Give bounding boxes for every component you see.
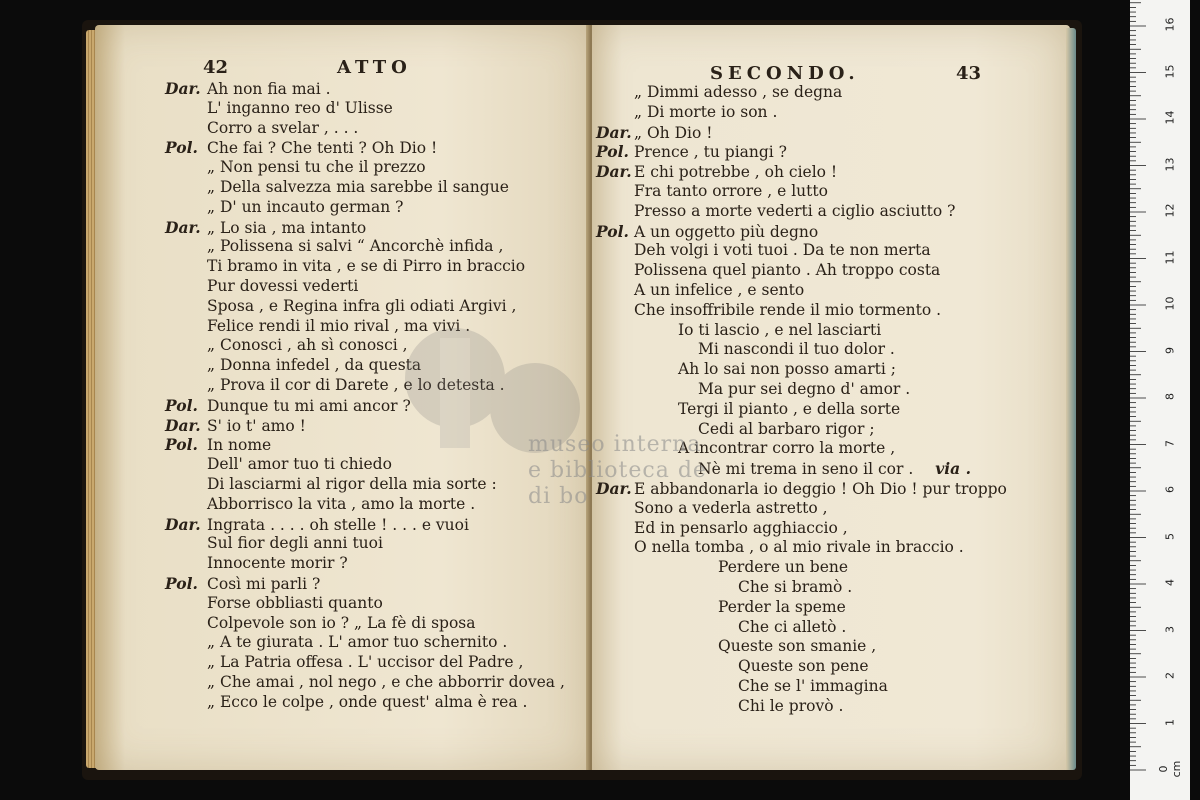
text-line [165,396,565,416]
ruler-number: 16 [1163,17,1177,32]
verse-text: „ A te giurata . L' amor tuo schernito . [207,633,508,652]
verse-text: Sposa , e Regina infra gli odiati Argivi , [207,296,517,315]
text-line [165,336,565,356]
verse-text: „ Ecco le colpe , onde quest' alma è rea . [207,692,528,711]
text-line [165,653,565,673]
verse-text: „ Non pensi tu che il prezzo [207,158,426,177]
verse-text: Ah lo sai non posso amarti ; [678,360,896,379]
text-line [165,257,565,277]
text-line [596,83,1007,103]
text-line [165,534,565,554]
text-line [596,321,1007,341]
verse-text: S' io t' amo ! [207,416,306,435]
text-line [596,261,1007,281]
verse-text: Così mi parli ? [207,574,321,593]
verse-text: Queste son pene [738,657,869,676]
verse-text: Sono a vederla astretto , [634,498,828,517]
text-line [165,594,565,614]
text-line [596,281,1007,301]
ruler-number: 11 [1163,250,1177,264]
text-line [596,578,1007,598]
verse-text: „ La Patria offesa . L' uccisor del Padre , [207,653,524,672]
text-line [165,515,565,535]
verse-text: Perder la speme [718,597,846,616]
speaker-label: Dar. [165,217,201,237]
verse-text: Ingrata . . . . oh stelle ! . . . e vuoi [207,515,469,534]
right-page-text [596,83,1007,717]
text-line [596,241,1007,261]
verse-text: A un oggetto più degno [634,222,819,241]
watermark-text-line2: e biblioteca de [528,458,707,483]
verse-text: L' inganno reo d' Ulisse [207,98,393,117]
verse-text: „ Conosci , ah sì conosci , [207,336,408,355]
verse-text: Queste son smanie , [718,637,877,656]
verse-text: Fra tanto orrore , e lutto [634,181,828,200]
verse-text: Innocente morir ? [207,554,348,573]
ruler-number: 5 [1163,532,1177,540]
verse-text: Che se l' immagina [738,676,888,695]
verse-text: Deh volgi i voti tuoi . Da te non merta [634,241,931,260]
left-page-header: ATTO [337,57,412,78]
verse-text: Forse obbliasti quanto [207,593,383,612]
text-line [596,657,1007,677]
speaker-label: Pol. [596,221,629,241]
speaker-label: Dar. [596,478,632,498]
text-line [596,598,1007,618]
verse-text: „ Polissena si salvi “ Ancorchè infida , [207,237,504,256]
text-line [596,340,1007,360]
left-page-text [165,79,565,713]
verse-text: „ Oh Dio ! [634,123,713,142]
text-line [596,182,1007,202]
left-page [95,25,590,770]
verse-text: Di lasciarmi al rigor della mia sorte : [207,474,497,493]
watermark-text-line1: museo interna [528,432,702,457]
verse-text: Nè mi trema in seno il cor . [698,460,914,479]
ruler-number: 4 [1163,579,1177,586]
right-page [592,25,1070,770]
speaker-label: Pol. [165,573,198,593]
text-line [165,495,565,515]
text-line [165,435,565,455]
text-line [596,360,1007,380]
verse-text: Mi nascondi il tuo dolor . [698,340,895,359]
text-line [165,376,565,396]
text-line [165,574,565,594]
verse-text: Colpevole son io ? „ La fè di sposa [207,613,476,632]
verse-text: Ti bramo in vita , e se di Pirro in braccio [207,257,526,276]
verse-text: E abbandonarla io deggio ! Oh Dio ! pur troppo [634,479,1007,498]
verse-text: In nome [207,436,272,455]
text-line [165,614,565,634]
verse-text: Dell' amor tuo ti chiedo [207,455,392,474]
verse-text: Felice rendi il mio rival , ma vivi . [207,316,471,335]
left-page-number: 42 [203,57,229,78]
text-line [596,380,1007,400]
text-line [165,475,565,495]
verse-text: „ Di morte io son . [634,102,778,121]
verse-text: Che ci alletò . [738,617,847,636]
speaker-label: Dar. [165,415,201,435]
verse-text: „ Donna infedel , da questa [207,356,422,375]
speaker-label: Dar. [596,122,632,142]
speaker-label: Dar. [165,79,201,98]
verse-text: „ Della salvezza mia sarebbe il sangue [207,177,509,196]
verse-text: Presso a morte vederti a ciglio asciutto ? [634,201,956,220]
right-page-number: 43 [956,63,982,84]
stage-direction: via . [935,459,972,479]
text-line [165,178,565,198]
measurement-ruler [1130,0,1190,800]
text-line [165,693,565,713]
verse-text: Ed in pensarlo agghiaccio , [634,518,848,537]
text-line [596,202,1007,222]
verse-text: O nella tomba , o al mio rivale in braccio . [634,538,964,557]
verse-text: Ma pur sei degno d' amor . [698,379,911,398]
verse-text: Polissena quel pianto . Ah troppo costa [634,261,941,280]
text-line [165,277,565,297]
ruler-number: 6 [1163,486,1177,493]
text-line [165,317,565,337]
ruler-ticks [1130,0,1190,800]
verse-text: „ Lo sia , ma intanto [207,218,367,237]
verse-text: Corro a svelar , . . . [207,118,359,137]
text-line [165,416,565,436]
text-line [596,301,1007,321]
speaker-label: Dar. [165,514,201,534]
page-edges-right [1066,28,1076,770]
verse-text: Sul fior degli anni tuoi [207,534,383,553]
verse-text: E chi potrebbe , oh cielo ! [634,163,838,182]
text-line [165,237,565,257]
ruler-number: 2 [1163,672,1177,679]
text-line [596,400,1007,420]
verse-text: Io ti lascio , e nel lasciarti [678,320,882,339]
ruler-number: 9 [1163,346,1177,354]
speaker-label: Pol. [165,138,198,158]
text-line [596,618,1007,638]
text-line [165,455,565,475]
verse-text: A incontrar corro la morte , [678,439,896,458]
text-line [165,138,565,158]
text-line [165,554,565,574]
text-line [165,218,565,238]
ruler-number: 8 [1163,393,1177,400]
verse-text: „ Dimmi adesso , se degna [634,83,843,101]
ruler-number: 7 [1163,439,1177,447]
verse-text: Che si bramò . [738,577,853,596]
text-line [596,499,1007,519]
verse-text: Chi le provò . [738,696,844,715]
ruler-number: 13 [1163,157,1177,171]
verse-text: Cedi al barbaro rigor ; [698,419,875,438]
speaker-label: Pol. [165,395,198,415]
ruler-number: 12 [1163,203,1177,218]
verse-text: A un infelice , e sento [634,280,805,299]
verse-text: Tergi il pianto , e della sorte [678,399,901,418]
speaker-label: Dar. [596,162,632,182]
text-line [165,79,565,99]
text-line [596,519,1007,539]
verse-text: „ D' un incauto german ? [207,197,404,216]
verse-text: Che fai ? Che tenti ? Oh Dio ! [207,139,438,158]
text-line [596,142,1007,162]
text-line [165,99,565,119]
ruler-number: 1 [1163,718,1177,726]
verse-text: Che insoffribile rende il mio tormento . [634,300,942,319]
text-line [596,222,1007,242]
text-line [596,558,1007,578]
verse-text: Abborrisco la vita , amo la morte . [207,494,476,513]
speaker-label: Pol. [596,142,629,162]
text-line [596,637,1007,657]
text-line [596,677,1007,697]
ruler-number: 15 [1163,64,1177,78]
text-line [165,297,565,317]
text-line [165,198,565,218]
verse-text: Perdere un bene [718,558,849,577]
text-line [165,158,565,178]
ruler-number: 10 [1163,296,1177,311]
text-line [596,162,1007,182]
ruler-number: 3 [1163,625,1177,633]
text-line [165,673,565,693]
right-page-header: SECONDO. [710,63,860,84]
verse-text: Ah non fia mai . [207,80,331,98]
watermark-text-line3: di bo [528,484,589,509]
text-line [596,697,1007,717]
verse-text: Pur dovessi vederti [207,276,359,295]
text-line [165,633,565,653]
speaker-label: Pol. [165,435,198,455]
text-line [165,119,565,139]
verse-text: „ Che amai , nol nego , e che abborrir dovea , [207,672,565,691]
ruler-number: 14 [1163,110,1177,125]
text-line [596,538,1007,558]
verse-text: „ Prova il cor di Darete , e lo detesta . [207,375,505,394]
verse-text: Dunque tu mi ami ancor ? [207,396,411,415]
text-line [596,103,1007,123]
verse-text: Prence , tu piangi ? [634,143,787,162]
ruler-number: 0 cm [1157,760,1183,778]
text-line [165,356,565,376]
text-line [596,123,1007,143]
